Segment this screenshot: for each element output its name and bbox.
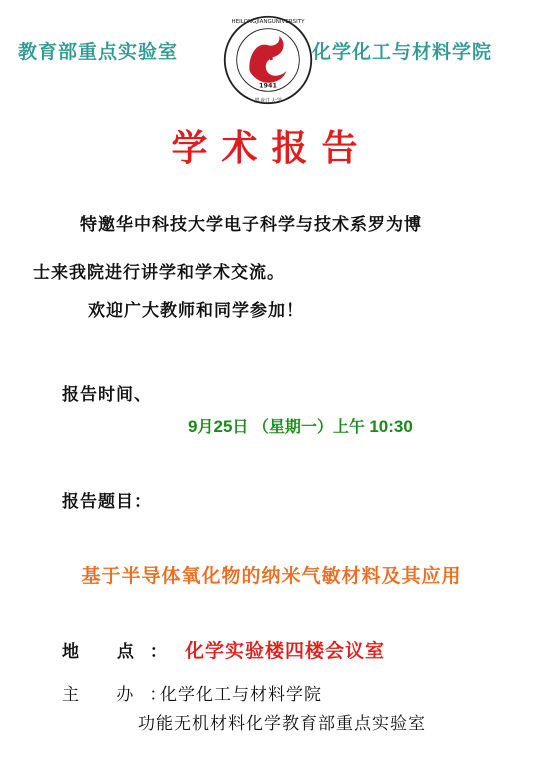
- header-left-text: 教育部重点实验室: [18, 41, 179, 63]
- time-day-unit: 日: [232, 419, 249, 436]
- logo-cn-name: 黑龙江大学: [254, 98, 282, 105]
- time-weekday: （星期一）上午: [252, 419, 365, 436]
- time-day: 25: [213, 417, 233, 436]
- topic-label: 报告题目：: [62, 492, 152, 512]
- page-title: 学术报告: [171, 127, 372, 169]
- university-logo: [222, 14, 314, 106]
- organizer-label-text: 主 办：: [62, 685, 183, 705]
- time-value: [188, 414, 413, 437]
- organizer-line-1: 化学化工与材料学院: [160, 685, 322, 705]
- intro-line-1: 特邀华中科技大学电子科学与技术系罗为博: [80, 215, 422, 235]
- time-month: 9: [188, 417, 198, 436]
- time-clock: 10:30: [369, 417, 413, 436]
- welcome-text: 欢迎广大教师和同学参加！: [88, 301, 304, 321]
- intro-line-2: 士来我院进行讲学和学术交流。: [33, 263, 285, 283]
- topic-text: 基于半导体氧化物的纳米气敏材料及其应用: [81, 565, 462, 587]
- logo-year: 1941: [259, 81, 277, 90]
- location-label: [62, 637, 183, 662]
- location-value: 化学实验楼四楼会议室: [185, 640, 386, 662]
- organizer-line-2: 功能无机材料化学教育部重点实验室: [138, 714, 426, 734]
- logo-ring-text: HEILONGJIANGUNIVERSITY: [231, 19, 305, 26]
- location-label-text: 地 点：: [62, 642, 183, 662]
- header-right-text: 化学化工与材料学院: [312, 41, 493, 63]
- time-label: 报告时间、: [62, 385, 152, 405]
- time-month-unit: 月: [197, 419, 214, 436]
